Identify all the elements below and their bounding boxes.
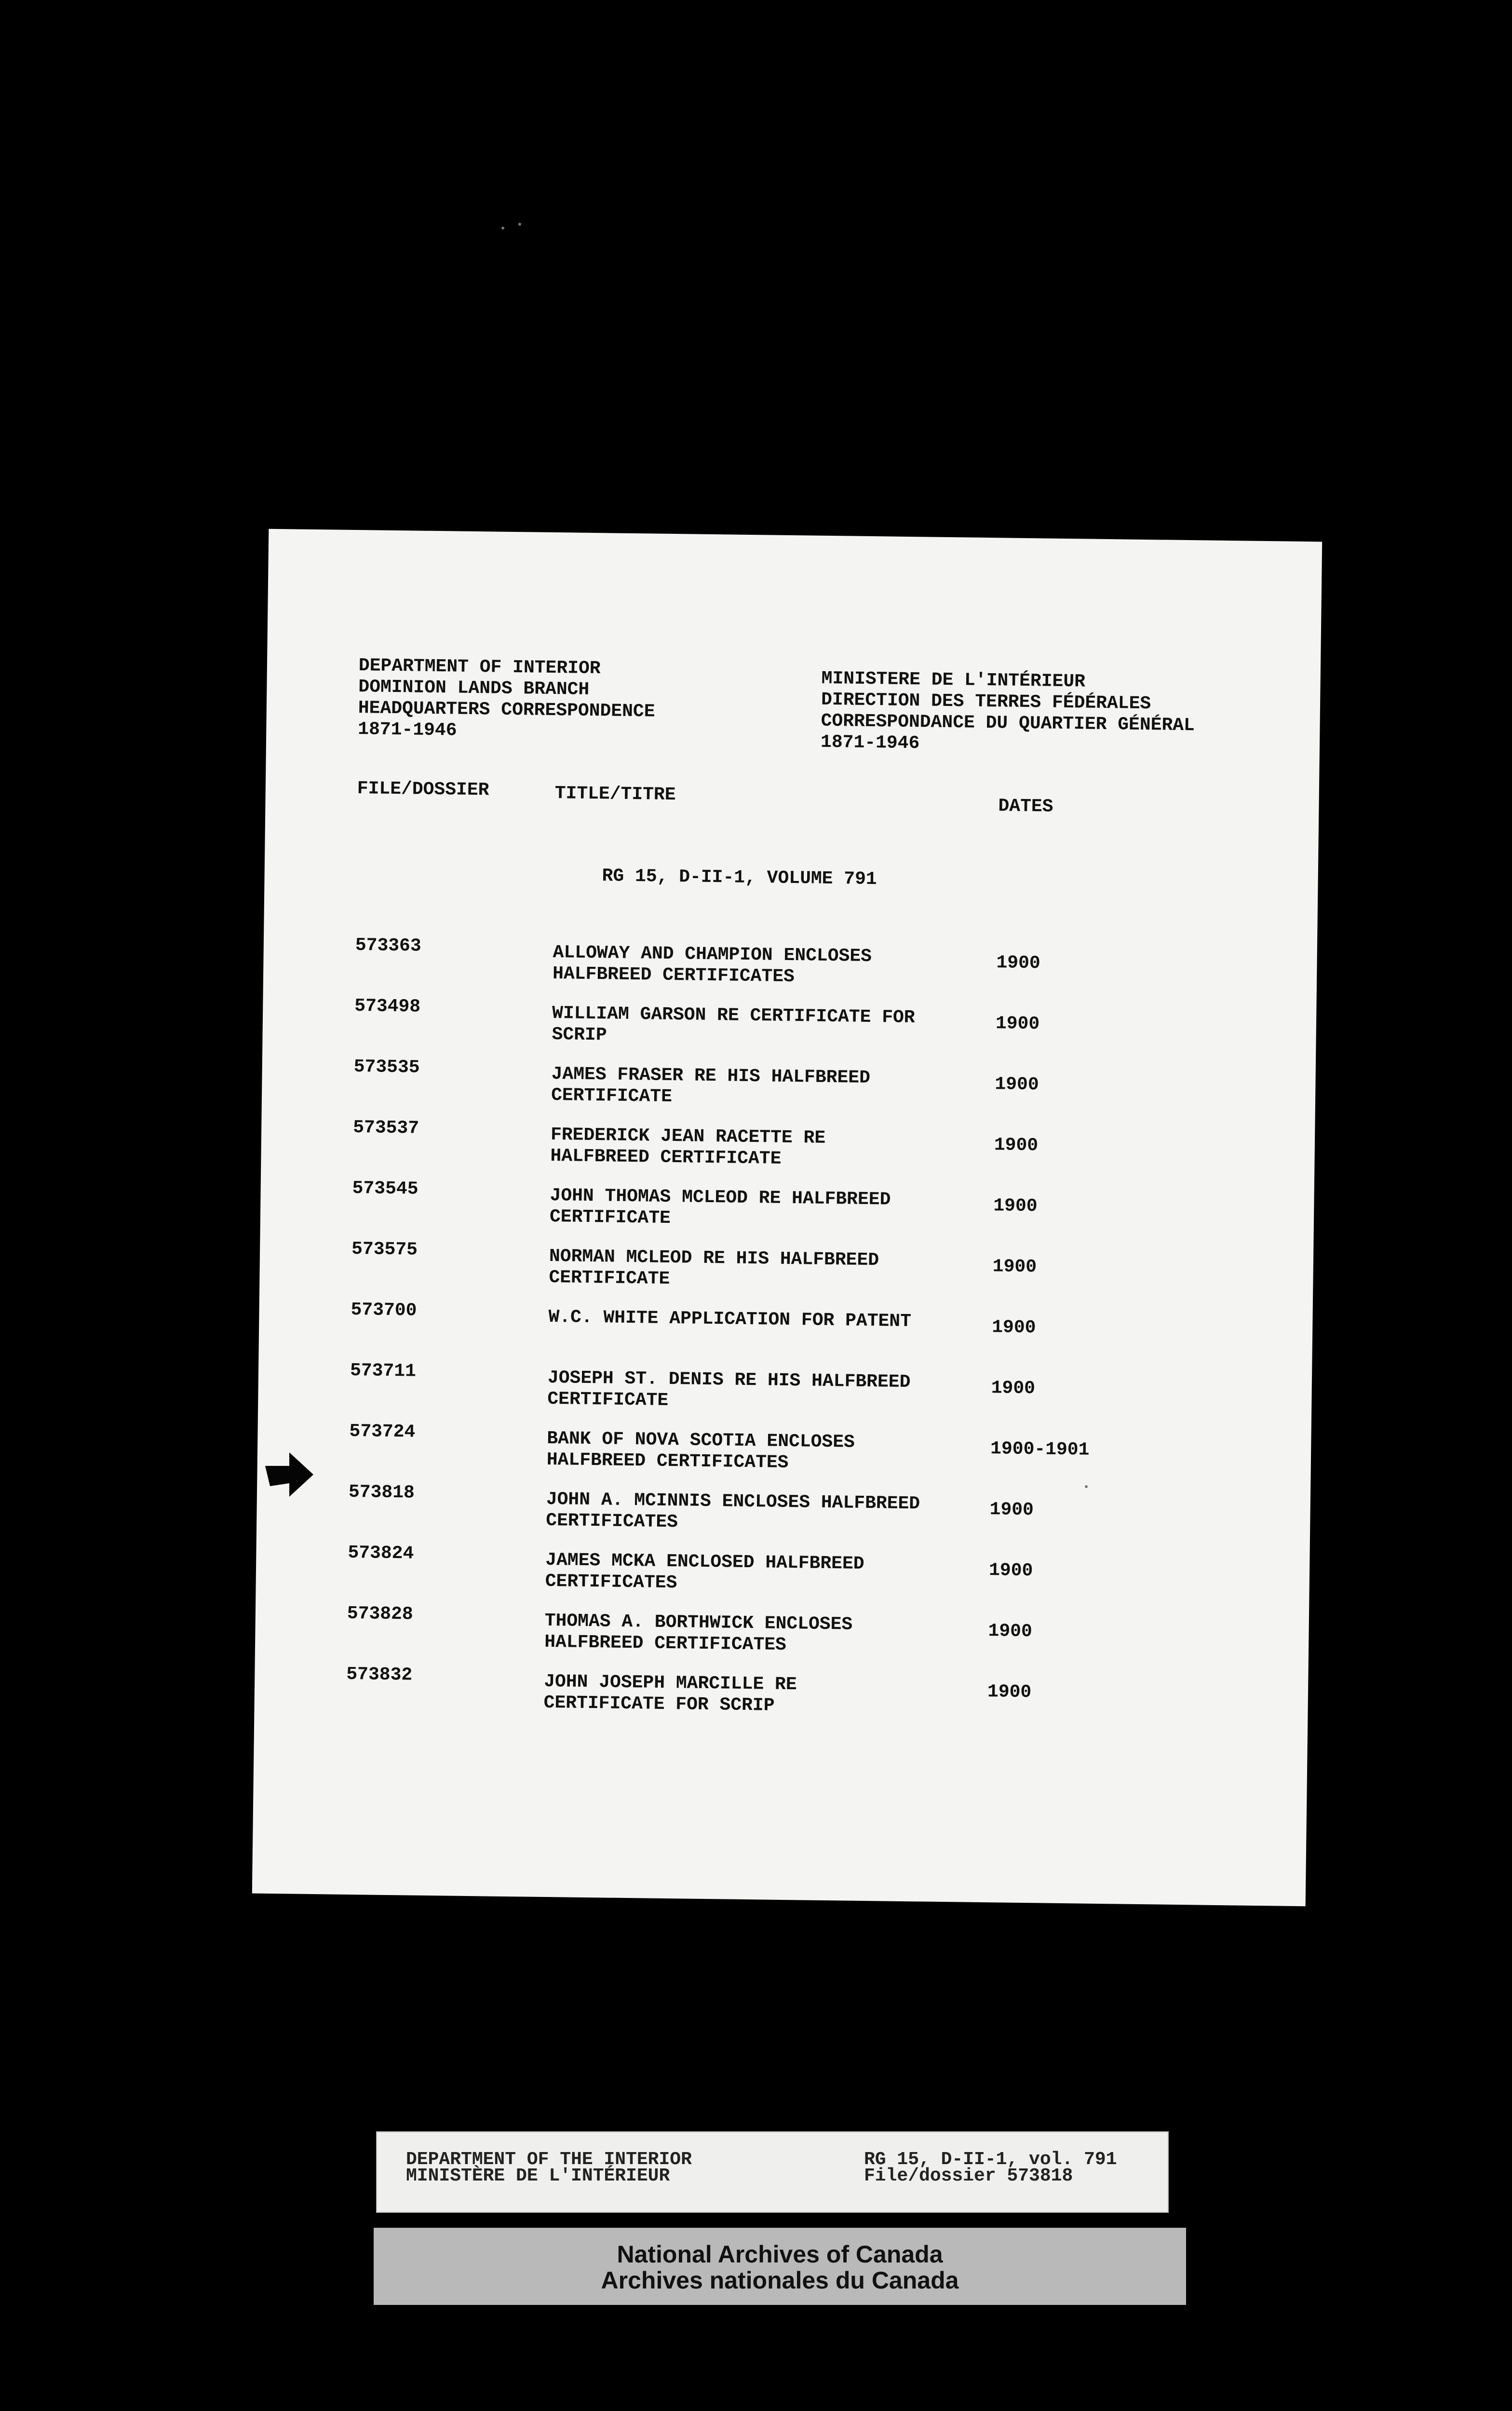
column-header-title: TITLE/TITRE <box>554 783 676 806</box>
header-right <box>821 668 1195 758</box>
file-date: 1900 <box>987 1681 1032 1703</box>
file-row <box>254 1663 1308 1737</box>
file-date: 1900 <box>991 1317 1036 1339</box>
file-title: WILLIAM GARSON RE CERTIFICATE FOR SCRIP <box>552 1003 915 1046</box>
file-number: 573498 <box>354 996 421 1017</box>
file-date: 1900 <box>988 1560 1033 1582</box>
volume-reference: RG 15, D-II-1, VOLUME 791 <box>602 866 877 890</box>
file-number: 573545 <box>352 1178 418 1200</box>
file-title: FREDERICK JEAN RACETTE RE HALFBREED CERTIFICATE <box>550 1124 826 1169</box>
file-title: JAMES FRASER RE HIS HALFBREED CERTIFICATE <box>551 1064 871 1108</box>
file-list <box>254 934 1317 1737</box>
label-department: DEPARTMENT OF THE INTERIOR MINISTÈRE DE L'INTÉRIEUR <box>406 2149 692 2186</box>
file-title: JOSEPH ST. DENIS RE HIS HALFBREED CERTIFICATE <box>547 1367 911 1411</box>
header-left-line: HEADQUARTERS CORRESPONDENCE <box>358 698 655 722</box>
file-date: 1900 <box>994 1135 1039 1156</box>
file-title: NORMAN MCLEOD RE HIS HALFBREED CERTIFICATE <box>549 1246 879 1290</box>
file-title: JAMES MCKA ENCLOSED HALFBREED CERTIFICATES <box>545 1549 864 1594</box>
file-number: 573537 <box>352 1117 419 1139</box>
header-right-line: MINISTERE DE L'INTÉRIEUR <box>821 668 1086 692</box>
archives-name-en: National Archives of Canada <box>617 2241 943 2268</box>
file-number: 573828 <box>347 1603 413 1625</box>
file-number: 573711 <box>350 1360 417 1382</box>
file-title: W.C. WHITE APPLICATION FOR PATENT <box>548 1306 912 1332</box>
file-title: ALLOWAY AND CHAMPION ENCLOSES HALFBREED CERTIFICATES <box>552 942 872 988</box>
dust-speck <box>1085 1485 1088 1488</box>
file-title: JOHN A. MCINNIS ENCLOSES HALFBREED CERTIFICATES <box>546 1489 920 1533</box>
column-header-dates: DATES <box>998 796 1053 817</box>
file-number: 573575 <box>351 1238 418 1260</box>
file-date: 1900 <box>989 1499 1034 1521</box>
file-title: BANK OF NOVA SCOTIA ENCLOSES HALFBREED CERTIFICATES <box>546 1428 855 1474</box>
file-number: 573824 <box>348 1542 414 1564</box>
file-date: 1900 <box>988 1621 1033 1642</box>
header-left-line: DEPARTMENT OF INTERIOR <box>358 655 601 679</box>
file-date: 1900 <box>995 1074 1039 1096</box>
archives-banner <box>374 2228 1186 2305</box>
header-left-line: DOMINION LANDS BRANCH <box>358 677 590 700</box>
header-right-line: CORRESPONDANCE DU QUARTIER GÉNÉRAL <box>821 710 1195 736</box>
file-number: 573724 <box>349 1421 416 1443</box>
file-date: 1900-1901 <box>990 1438 1090 1461</box>
archives-name-fr: Archives nationales du Canada <box>601 2267 959 2294</box>
file-date: 1900 <box>991 1378 1036 1399</box>
file-title: THOMAS A. BORTHWICK ENCLOSES HALFBREED CERTIFICATES <box>544 1610 853 1656</box>
microfilm-label <box>376 2131 1169 2213</box>
file-number: 573700 <box>351 1299 417 1321</box>
header-left <box>358 655 656 744</box>
header-right-line: DIRECTION DES TERRES FÉDÉRALES <box>821 689 1151 715</box>
file-date: 1900 <box>992 1256 1037 1278</box>
document-page <box>252 529 1322 1906</box>
file-number: 573363 <box>355 935 421 957</box>
header-right-line: 1871-1946 <box>820 731 920 754</box>
file-number: 573535 <box>353 1056 420 1078</box>
file-title: JOHN THOMAS MCLEOD RE HALFBREED CERTIFICATE <box>549 1185 891 1229</box>
file-date: 1900 <box>993 1195 1038 1217</box>
file-title: JOHN JOSEPH MARCILLE RE CERTIFICATE FOR SCRIP <box>543 1671 797 1716</box>
dust-speck <box>518 223 521 226</box>
file-number: 573832 <box>346 1664 413 1686</box>
pointer-arrow-icon <box>263 1447 316 1500</box>
header-left-line: 1871-1946 <box>358 719 457 741</box>
dust-speck <box>501 227 504 230</box>
file-date: 1900 <box>996 952 1040 974</box>
file-number: 573818 <box>348 1481 415 1503</box>
column-header-file: FILE/DOSSIER <box>357 778 489 801</box>
label-reference: RG 15, D-II-1, vol. 791 File/dossier 573818 <box>864 2149 1117 2186</box>
file-date: 1900 <box>995 1013 1040 1035</box>
